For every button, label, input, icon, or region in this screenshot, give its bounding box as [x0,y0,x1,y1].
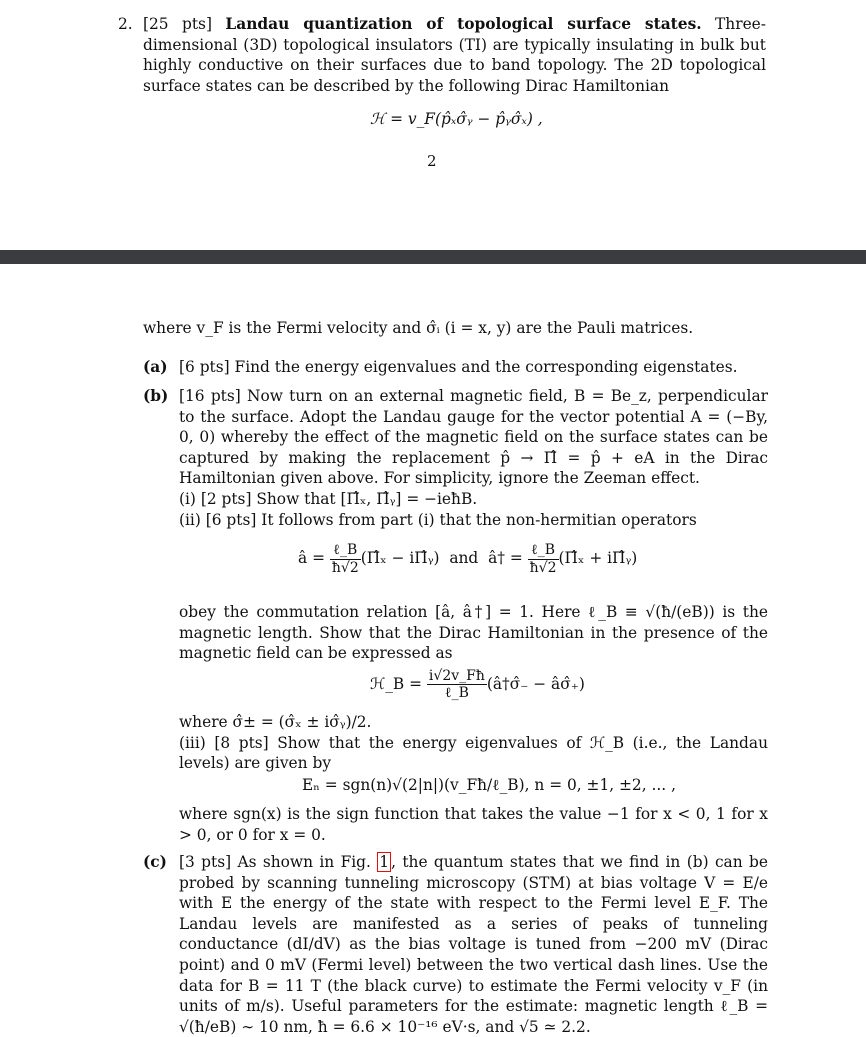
part-b-ii: (ii) [6 pts] It follows from part (i) that the non-hermitian operators [179,510,697,529]
problem-text: Three-dimensional (3D) topological insulators (TI) are typically insulating in bulk but highly conductive on their surfaces due to band topology. The 2D topological surface states can be described by the following Dirac Hamiltonian [143,15,766,95]
eq-hb-rhs: (â†σ̂₋ − âσ̂₊) [486,675,585,693]
sign-function-definition: where sgn(x) is the sign function that takes the value −1 for x < 0, 1 for x > 0, or 0 for x = 0. [179,805,768,844]
eq-and: and [449,549,479,567]
part-b-iii-block [179,712,768,774]
eq-adag-rhs: (Π̂ₓ + iΠ̂ᵧ) [558,549,638,567]
part-c-text-pre: [3 pts] As shown in Fig. [179,853,371,871]
page-separator [0,250,866,264]
problem-points: [25 pts] [143,15,212,33]
part-a [143,357,768,378]
eq-a-lhs: â = [298,549,325,567]
figure-1-link[interactable]: 1 [379,853,390,871]
part-c [143,852,768,1037]
part-b-iii: (iii) [8 pts] Show that the energy eigenvalues of ℋ_B (i.e., the Landau levels) are given by [179,733,768,773]
intro-text: where v_F is the Fermi velocity and σ̂ᵢ (i = x, y) are the Pauli matrices. [143,319,694,337]
eq-hb-lhs: ℋ_B = [370,675,423,693]
eq-adag-lhs: â† = [488,549,523,567]
page-number: 2 [427,152,437,170]
problem-number: 2. [118,15,133,33]
page-2-top [0,264,866,1036]
part-c-label: (c) [143,853,167,871]
problem-2 [118,14,766,96]
sigma-definition: where σ̂± = (σ̂ₓ ± iσ̂ᵧ)/2. [179,713,372,731]
part-c-text-post: , the quantum states that we find in (b) can be probed by scanning tunneling microscopy (STM) at bias voltage V = E/e with E the energy of the state with respect to the Fermi level E_F. The Landau levels are manifested as a series of peaks of tunneling conductance (dI/dV) as the bias voltage is tuned from −200 mV (Dirac point) and 0 mV (Fermi level) between the two vertical dash lines. Use the data for B = 11 T (the black curve) to estimate the Fermi velocity v_F (in units of m/s). Useful parameters for the estimate: magnetic length ℓ_B = √(ħ/eB) ∼ 10 nm, ħ = 6.6 × 10⁻¹⁶ eV·s, and √5 ≃ 2.2. [179,853,768,1036]
problem-title: Landau quantization of topological surface states. [225,15,702,33]
part-b-i: (i) [2 pts] Show that [Π̂ₓ, Π̂ᵧ] = −ieħB. [179,489,478,508]
ladder-operator-equation [298,542,637,576]
part-a-text: [6 pts] Find the energy eigenvalues and the corresponding eigenstates. [179,358,738,376]
landau-level-equation: Eₙ = sgn(n)√(2|n|)(v_Fħ/ℓ_B), n = 0, ±1, ±2, ... , [302,776,676,794]
part-b-label: (b) [143,387,169,405]
part-a-label: (a) [143,358,168,376]
part-b [143,386,768,530]
eq-a-fraction: $\frac{\text{ℓ\_B}}{ħ√2}$ [331,542,359,576]
landau-hamiltonian-equation [370,668,585,702]
eq-a-rhs: (Π̂ₓ − iΠ̂ᵧ) [360,549,440,567]
eq-hb-fraction: $\frac{i√2v\_Fħ}{\text{ℓ\_B}}$ [428,668,485,701]
dirac-hamiltonian-equation: ℋ = v_F(p̂ₓσ̂ᵧ − p̂ᵧσ̂ₓ) , [370,110,543,128]
part-b-text: [16 pts] Now turn on an external magnetic field, B = Be_z, perpendicular to the surface. Adopt the Landau gauge for the vector potential A = (−By, 0, 0) whereby the effect of the magnetic field on the surface states can be captured by making the replacement p̂ → Π̂ = p̂ + eA in the Dirac Hamiltonian given above. For simplicity, ignore the Zeeman effect. [179,387,768,488]
page-1-bottom [0,0,866,250]
part-b-ii-continued: obey the commutation relation [â, â†] = 1. Here ℓ_B ≡ √(ħ/(eB)) is the magnetic length. Show that the Dirac Hamiltonian in the presence of the magnetic field can be expressed as [179,603,768,663]
eq-adag-fraction: $\frac{\text{ℓ\_B}}{ħ√2}$ [529,542,557,576]
